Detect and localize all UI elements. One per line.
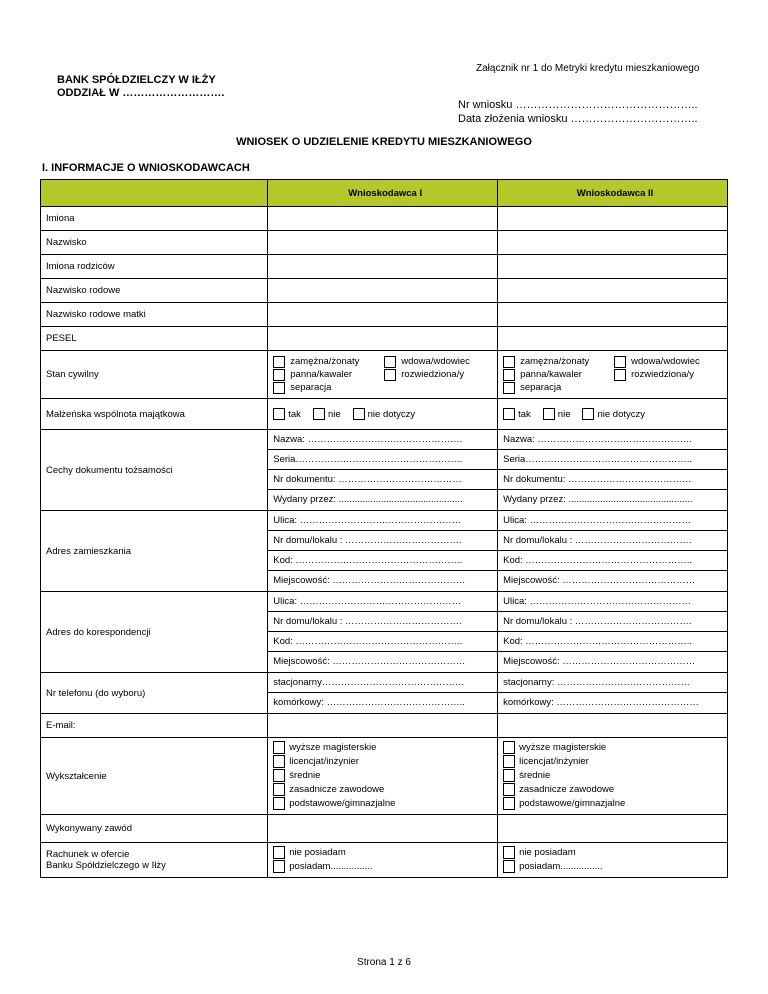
pesel-field-1[interactable] — [268, 327, 498, 351]
checkbox-nie[interactable] — [543, 408, 555, 420]
imiona-field-2[interactable] — [498, 207, 728, 231]
account-label-line1: Rachunek w ofercie — [46, 849, 130, 860]
column-applicant-1: Wnioskodawca I — [268, 180, 498, 207]
option-label: podstawowe/gimnazjalne — [519, 798, 626, 809]
option-label: posiadam................ — [519, 861, 603, 872]
row-label-nazwisko-rodowe: Nazwisko rodowe — [41, 279, 268, 303]
checkbox[interactable] — [273, 797, 285, 810]
imiona-rodzicow-field-2[interactable] — [498, 255, 728, 279]
phone-2 — [498, 673, 728, 714]
row-label-rachunek — [41, 843, 268, 878]
bank-name — [57, 74, 224, 100]
option-label: nie dotyczy — [597, 408, 646, 420]
city-field[interactable]: Miejscowość: …………………………………… — [503, 575, 696, 586]
checkbox[interactable] — [273, 860, 285, 873]
option-label: separacja — [290, 381, 332, 393]
home-address-2 — [498, 511, 728, 592]
mobile-field[interactable]: komórkowy: …………………………………….. — [273, 697, 465, 708]
doc-number-field[interactable]: Nr dokumentu: ………………………………… — [268, 470, 497, 490]
checkbox[interactable] — [503, 755, 515, 768]
row-label-adres-kor: Adres do korespondencji — [41, 592, 268, 673]
option-label: posiadam................ — [289, 861, 373, 872]
house-number-field[interactable]: Nr domu/lokalu : ………………………………. — [268, 531, 497, 551]
row-label-email: E-mail: — [41, 714, 268, 738]
nazwisko-rodowe-field-2[interactable] — [498, 279, 728, 303]
option-label: wdowa/wdowiec — [401, 355, 470, 367]
checkbox[interactable] — [503, 783, 515, 796]
street-field[interactable]: Ulica: …………………………………………… — [498, 511, 727, 531]
civil-status-2 — [498, 351, 728, 399]
property-regime-2 — [498, 399, 728, 430]
checkbox[interactable] — [503, 797, 515, 810]
row-label-telefon: Nr telefonu (do wyboru) — [41, 673, 268, 714]
checkbox[interactable] — [273, 846, 285, 859]
row-label-imiona: Imiona — [41, 207, 268, 231]
pesel-field-2[interactable] — [498, 327, 728, 351]
option-label: średnie — [289, 770, 321, 781]
house-number-field[interactable]: Nr domu/lokalu : ………………………………. — [498, 612, 727, 632]
doc-name-field[interactable]: Nazwa: …………………………………………. — [268, 430, 497, 450]
imiona-rodzicow-field-1[interactable] — [268, 255, 498, 279]
id-document-2 — [498, 430, 728, 511]
checkbox[interactable] — [273, 741, 285, 754]
option-label: separacja — [520, 381, 562, 393]
education-1 — [268, 738, 498, 815]
landline-field[interactable]: stacjonarny: …………………………………… — [498, 673, 727, 693]
doc-number-field[interactable]: Nr dokumentu: ………………………………… — [498, 470, 727, 490]
house-number-field[interactable]: Nr domu/lokalu : ………………………………. — [268, 612, 497, 632]
city-field[interactable]: Miejscowość: …………………………………… — [273, 656, 466, 667]
imiona-field-1[interactable] — [268, 207, 498, 231]
option-label: wyższe magisterskie — [289, 742, 377, 753]
option-label: wdowa/wdowiec — [631, 355, 700, 367]
checkbox[interactable] — [273, 369, 285, 381]
checkbox-nie-dotyczy[interactable] — [353, 408, 365, 420]
checkbox[interactable] — [273, 755, 285, 768]
column-applicant-2: Wnioskodawca II — [498, 180, 728, 207]
checkbox[interactable] — [273, 382, 285, 394]
section-title: I. INFORMACJE O WNIOSKODAWCACH — [42, 162, 250, 174]
checkbox[interactable] — [273, 769, 285, 782]
row-label-pesel: PESEL — [41, 327, 268, 351]
row-label-nazwisko-matki: Nazwisko rodowe matki — [41, 303, 268, 327]
nazwisko-rodowe-field-1[interactable] — [268, 279, 498, 303]
id-document-1 — [268, 430, 498, 511]
nazwisko-matki-field-1[interactable] — [268, 303, 498, 327]
option-label: rozwiedziona/y — [631, 368, 694, 380]
checkbox[interactable] — [503, 382, 515, 394]
checkbox[interactable] — [503, 741, 515, 754]
request-meta — [458, 98, 698, 126]
row-label-stan-cywilny: Stan cywilny — [41, 351, 268, 399]
postal-code-field[interactable]: Kod: …………………………………………….. — [498, 551, 727, 571]
checkbox[interactable] — [273, 356, 285, 368]
checkbox-tak[interactable] — [503, 408, 515, 420]
annex-note: Załącznik nr 1 do Metryki kredytu mieszkaniowego — [476, 63, 700, 74]
option-label: panna/kawaler — [290, 368, 353, 380]
city-field[interactable]: Miejscowość: …………………………………… — [503, 656, 696, 667]
email-field-2[interactable] — [498, 714, 728, 738]
applicants-table — [40, 179, 728, 878]
occupation-field-1[interactable] — [268, 815, 498, 843]
option-label: podstawowe/gimnazjalne — [289, 798, 396, 809]
street-field[interactable]: Ulica: …………………………………………… — [268, 511, 497, 531]
phone-1 — [268, 673, 498, 714]
option-label: średnie — [519, 770, 551, 781]
option-label: zasadnicze zawodowe — [289, 784, 385, 795]
checkbox[interactable] — [503, 369, 515, 381]
option-label: zasadnicze zawodowe — [519, 784, 615, 795]
doc-series-field[interactable]: Seria…………………………………………….. — [268, 450, 497, 470]
row-label-imiona-rodzicow: Imiona rodziców — [41, 255, 268, 279]
request-date: Data złożenia wniosku …………………………….. — [458, 113, 698, 125]
row-label-nazwisko: Nazwisko — [41, 231, 268, 255]
checkbox[interactable] — [614, 356, 626, 368]
account-1 — [268, 843, 498, 878]
checkbox[interactable] — [503, 846, 515, 859]
home-address-1 — [268, 511, 498, 592]
doc-issuer-field[interactable]: Wydany przez: ............................................... — [273, 494, 463, 505]
postal-code-field[interactable]: Kod: …………………………………………….. — [268, 632, 497, 652]
checkbox-tak[interactable] — [273, 408, 285, 420]
checkbox[interactable] — [384, 356, 396, 368]
nazwisko-field-1[interactable] — [268, 231, 498, 255]
row-label-zawod: Wykonywany zawód — [41, 815, 268, 843]
option-label: wyższe magisterskie — [519, 742, 607, 753]
option-label: tak — [288, 408, 301, 420]
row-label-wyksztalcenie: Wykształcenie — [41, 738, 268, 815]
checkbox-nie[interactable] — [313, 408, 325, 420]
option-label: licencjat/inżynier — [289, 756, 359, 767]
option-label: nie — [327, 408, 341, 420]
doc-name-field[interactable]: Nazwa: …………………………………………. — [498, 430, 727, 450]
option-label: rozwiedziona/y — [401, 368, 465, 380]
mobile-field[interactable]: komórkowy: ……………………………………… — [503, 697, 699, 708]
postal-code-field[interactable]: Kod: …………………………………………….. — [268, 551, 497, 571]
page-title: WNIOSEK O UDZIELENIE KREDYTU MIESZKANIOWEGO — [236, 136, 532, 148]
doc-issuer-field[interactable]: Wydany przez: ............................................... — [503, 494, 693, 505]
option-label: nie posiadam — [289, 847, 346, 858]
bank-line2: ODDZIAŁ W ………………………. — [57, 87, 225, 99]
doc-series-field[interactable]: Seria…………………………………………….. — [498, 450, 727, 470]
option-label: nie — [557, 408, 571, 420]
checkbox[interactable] — [614, 369, 626, 381]
option-label: tak — [518, 408, 531, 420]
checkbox[interactable] — [503, 769, 515, 782]
checkbox[interactable] — [503, 356, 515, 368]
option-label: panna/kawaler — [520, 368, 582, 380]
row-label-wspolnota: Małżeńska wspólnota majątkowa — [41, 399, 268, 430]
account-label-line2: Banku Spółdzielczego w Iłży — [46, 860, 166, 871]
checkbox-nie-dotyczy[interactable] — [582, 408, 594, 420]
account-2 — [498, 843, 728, 878]
page-number: Strona 1 z 6 — [357, 957, 411, 968]
option-label: licencjat/inżynier — [519, 756, 589, 767]
row-label-dokument: Cechy dokumentu tożsamości — [41, 430, 268, 511]
street-field[interactable]: Ulica: …………………………………………… — [268, 592, 497, 612]
correspondence-address-1 — [268, 592, 498, 673]
option-label: nie dotyczy — [367, 408, 416, 420]
landline-field[interactable]: stacjonarny……………………………………… — [268, 673, 497, 693]
postal-code-field[interactable]: Kod: …………………………………………….. — [498, 632, 727, 652]
header-blank — [41, 180, 268, 207]
checkbox[interactable] — [503, 860, 515, 873]
property-regime-1 — [268, 399, 498, 430]
bank-line1: BANK SPÓŁDZIELCZY W IŁŻY — [57, 74, 216, 86]
education-2 — [498, 738, 728, 815]
option-label: zamężna/żonaty — [520, 355, 590, 367]
civil-status-1 — [268, 351, 498, 399]
nazwisko-matki-field-2[interactable] — [498, 303, 728, 327]
option-label: nie posiadam — [519, 847, 576, 858]
email-field-1[interactable] — [268, 714, 498, 738]
checkbox[interactable] — [384, 369, 396, 381]
request-number: Nr wniosku ………………………………………….. — [458, 99, 698, 111]
street-field[interactable]: Ulica: …………………………………………… — [498, 592, 727, 612]
city-field[interactable]: Miejscowość: …………………………………… — [273, 575, 466, 586]
row-label-adres: Adres zamieszkania — [41, 511, 268, 592]
option-label: zamężna/żonaty — [290, 355, 360, 367]
occupation-field-2[interactable] — [498, 815, 728, 843]
correspondence-address-2 — [498, 592, 728, 673]
nazwisko-field-2[interactable] — [498, 231, 728, 255]
house-number-field[interactable]: Nr domu/lokalu : ………………………………. — [498, 531, 727, 551]
checkbox[interactable] — [273, 783, 285, 796]
